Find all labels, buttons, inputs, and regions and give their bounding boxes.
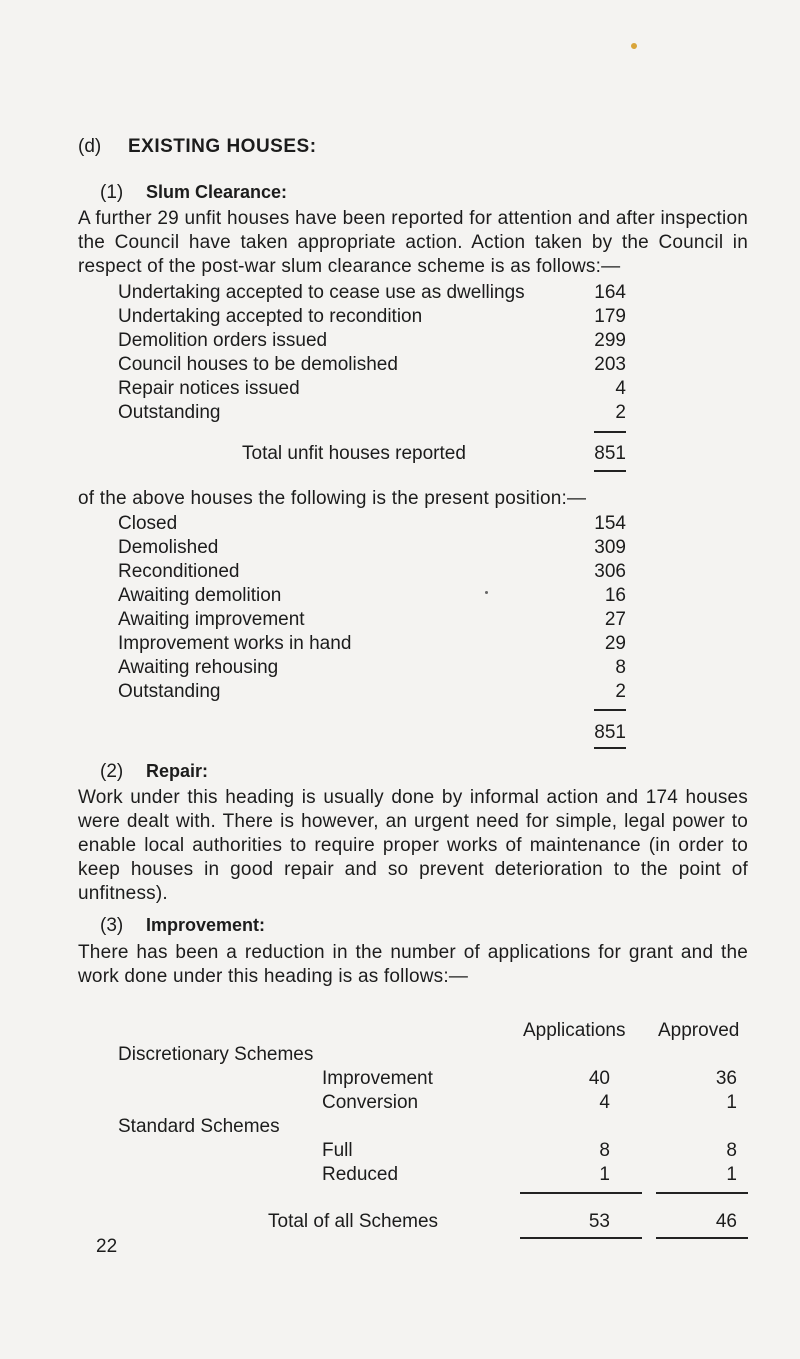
position-value: 309 [594,537,626,558]
position-label: Closed [118,513,178,534]
scheme-row-approved: 1 [726,1092,737,1113]
repair-heading: Repair: [146,761,209,781]
position-value: 16 [604,585,626,606]
total-top-rule [594,431,626,433]
position-value: 29 [604,633,626,654]
position-label: Awaiting rehousing [118,657,279,678]
schemes-top-rule-applications [520,1192,642,1194]
position-value: 2 [615,681,626,702]
position-label: Demolished [118,537,219,558]
schemes-top-rule-approved [656,1192,748,1194]
action-label: Undertaking accepted to cease use as dwellings [118,282,525,303]
position-value: 27 [604,609,626,630]
scheme-row-approved: 36 [715,1068,737,1089]
position-label: Awaiting improvement [118,609,305,630]
action-label: Council houses to be demolished [118,354,398,375]
section-label: (d) [78,136,102,157]
scheme-row-label: Reduced [322,1164,399,1185]
total-unfit-label: Total unfit houses reported [242,443,466,464]
position-label: Improvement works in hand [118,633,352,654]
improvement-number: (3) [100,915,124,936]
total-unfit-value: 851 [594,443,626,464]
positions-total-value: 851 [594,722,626,743]
action-label: Demolition orders issued [118,330,328,351]
col-approved-header: Approved [658,1020,740,1041]
action-value: 4 [615,378,626,399]
schemes-bottom-rule-approved [656,1237,748,1239]
action-value: 2 [615,402,626,423]
page-number: 22 [96,1236,118,1257]
slum-heading: Slum Clearance: [146,182,288,202]
ink-spot [631,43,637,49]
scheme-row-approved: 8 [726,1140,737,1161]
col-applications-header: Applications [523,1020,626,1041]
scheme-row-label: Full [322,1140,353,1161]
scheme-row-applications: 1 [599,1164,610,1185]
improvement-paragraph: There has been a reduction in the number of applications for grant and the work done under this heading is as follows:— [78,942,748,987]
slum-number: (1) [100,182,124,203]
stray-dot [485,591,488,594]
repair-number: (2) [100,761,124,782]
total-bottom-rule [594,470,626,472]
section-title: EXISTING HOUSES: [128,136,317,157]
schemes-total-applications: 53 [588,1211,610,1232]
scheme-row-applications: 4 [599,1092,610,1113]
action-label: Repair notices issued [118,378,300,399]
action-value: 203 [594,354,626,375]
schemes-total-approved: 46 [715,1211,737,1232]
action-value: 299 [594,330,626,351]
schemes-total-label: Total of all Schemes [268,1211,439,1232]
position-value: 154 [594,513,626,534]
standard-group-label: Standard Schemes [118,1116,280,1137]
repair-paragraph: Work under this heading is usually done by informal action and 174 houses were dealt with. There is however, an urgent need for simple, legal power to enable local authorities to require proper works of maintenance (in order to keep houses in good repair and so prevent deterioration to the point of unfitness). [78,787,748,904]
scheme-row-applications: 40 [588,1068,610,1089]
action-label: Undertaking accepted to recondition [118,306,423,327]
action-label: Outstanding [118,402,221,423]
position-value: 306 [594,561,626,582]
position-label: Outstanding [118,681,221,702]
scheme-row-approved: 1 [726,1164,737,1185]
scheme-row-label: Improvement [322,1068,433,1089]
scheme-row-applications: 8 [599,1140,610,1161]
position-label: Reconditioned [118,561,240,582]
positions-top-rule [594,709,626,711]
discretionary-group-label: Discretionary Schemes [118,1044,314,1065]
scheme-row-label: Conversion [322,1092,419,1113]
position-value: 8 [615,657,626,678]
positions-bottom-rule [594,747,626,749]
action-value: 179 [594,306,626,327]
action-value: 164 [594,282,626,303]
position-intro: of the above houses the following is the present position:— [78,488,587,509]
schemes-bottom-rule-applications [520,1237,642,1239]
improvement-heading: Improvement: [146,915,266,935]
slum-paragraph: A further 29 unfit houses have been reported for attention and after inspection the Council have taken appropriate action. Action taken by the Council in respect of the post-war slum clearance scheme is as follows:— [78,208,748,277]
position-label: Awaiting demolition [118,585,282,606]
